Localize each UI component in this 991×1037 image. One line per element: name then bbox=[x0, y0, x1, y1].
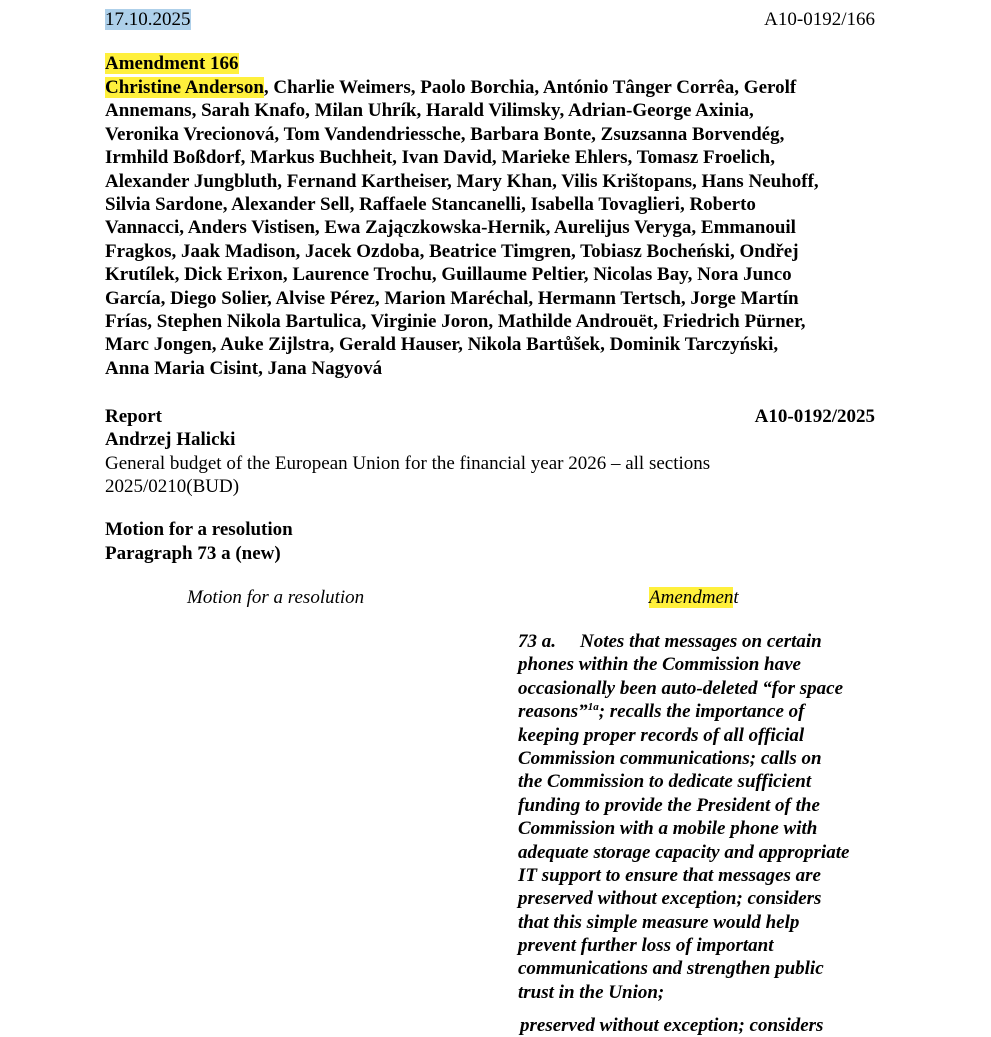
amendment-text-line: phones within the Commission have bbox=[518, 654, 801, 676]
rapporteur-name: Andrzej Halicki bbox=[105, 429, 236, 450]
paragraph-number: 73 a. bbox=[518, 631, 556, 652]
amendment-text bbox=[518, 630, 888, 1004]
authors-line: Krutílek, Dick Erixon, Laurence Trochu, Guillaume Peltier, Nicolas Bay, Nora Junco bbox=[105, 264, 792, 286]
motion-label: Motion for a resolution bbox=[105, 519, 293, 540]
amendment-text-line: communications and strengthen public bbox=[518, 958, 824, 980]
first-author-highlighted: Christine Anderson bbox=[105, 77, 264, 98]
amendment-text-line: Commission communications; calls on bbox=[518, 747, 822, 769]
amendment-heading-highlighted: Amendmen bbox=[649, 587, 734, 608]
authors-line: Irmhild Boßdorf, Markus Buchheit, Ivan David, Marieke Ehlers, Tomasz Froelich, bbox=[105, 147, 775, 169]
amendment-text-line: funding to provide the President of the bbox=[518, 794, 820, 816]
amendment-text-line: the Commission to dedicate sufficient bbox=[518, 771, 812, 793]
column-heading-motion: Motion for a resolution bbox=[187, 587, 365, 608]
paragraph-label: Paragraph 73 a (new) bbox=[105, 543, 281, 564]
authors-line: Fragkos, Jaak Madison, Jacek Ozdoba, Beatrice Timgren, Tobiasz Bocheński, Ondřej bbox=[105, 240, 799, 262]
selected-date-text[interactable]: 17.10.2025 bbox=[105, 9, 191, 30]
report-subject: General budget of the European Union for the financial year 2026 – all sections bbox=[105, 453, 711, 474]
amendment-text-line: keeping proper records of all official bbox=[518, 724, 805, 746]
authors-line: Veronika Vrecionová, Tom Vandendriessche, Barbara Bonte, Zsuzsanna Borvendég, bbox=[105, 123, 785, 145]
authors-line: García, Diego Solier, Alvise Pérez, Marion Maréchal, Hermann Tertsch, Jorge Martín bbox=[105, 287, 799, 309]
authors-line: Marc Jongen, Auke Zijlstra, Gerald Hauser, Nikola Bartůšek, Dominik Tarczyński, bbox=[105, 334, 779, 356]
amendment-text-line: 73 a. Notes that messages on certain bbox=[518, 631, 822, 652]
amendment-text-line: reasons”$^{1a}$; recalls the importance of bbox=[518, 701, 805, 723]
amendment-text-line: preserved without exception; considers bbox=[518, 888, 822, 910]
amendment-text-line: adequate storage capacity and appropriate bbox=[518, 841, 850, 863]
column-heading-amendment: Amendment bbox=[649, 587, 739, 608]
amendment-text-line: Commission with a mobile phone with bbox=[518, 818, 818, 840]
amendment-title-text: Amendment 166 bbox=[105, 53, 239, 74]
amendment-text-line: that this simple measure would help bbox=[518, 911, 800, 933]
procedure-number: 2025/0210(BUD) bbox=[105, 476, 240, 497]
amendment-text-line: trust in the Union; bbox=[518, 981, 665, 1003]
authors-list bbox=[105, 76, 895, 380]
footnote-marker[interactable]: 1a bbox=[587, 701, 599, 714]
report-label: Report bbox=[105, 406, 162, 427]
amendment-title bbox=[105, 52, 239, 75]
authors-line: Vannacci, Anders Vistisen, Ewa Zajączkowska-Hernik, Aurelijus Veryga, Emmanouil bbox=[105, 217, 796, 239]
authors-line: Annemans, Sarah Knafo, Milan Uhrík, Harald Vilimsky, Adrian-George Axinia, bbox=[105, 100, 754, 122]
amendment-text-line: prevent further loss of important bbox=[518, 935, 774, 957]
amendment-reference: A10-0192/166 bbox=[764, 9, 875, 30]
authors-line: Alexander Jungbluth, Fernand Kartheiser, Mary Khan, Vilis Krištopans, Hans Neuhoff, bbox=[105, 170, 819, 192]
authors-line: Frías, Stephen Nikola Bartulica, Virginie Joron, Mathilde Androuët, Friedrich Pürner, bbox=[105, 310, 806, 332]
cut-off-text-line: preserved without exception; considers bbox=[520, 1015, 824, 1036]
report-reference: A10-0192/2025 bbox=[754, 406, 875, 427]
amendment-text-line: occasionally been auto-deleted “for space bbox=[518, 677, 844, 699]
authors-line: Silvia Sardone, Alexander Sell, Raffaele Stancanelli, Isabella Tovaglieri, Roberto bbox=[105, 193, 756, 215]
authors-line: Christine Anderson, Charlie Weimers, Paolo Borchia, António Tânger Corrêa, Gerolf bbox=[105, 77, 797, 98]
document-date bbox=[105, 7, 193, 32]
authors-line: Anna Maria Cisint, Jana Nagyová bbox=[105, 357, 383, 379]
amendment-text-line: IT support to ensure that messages are bbox=[518, 864, 821, 886]
